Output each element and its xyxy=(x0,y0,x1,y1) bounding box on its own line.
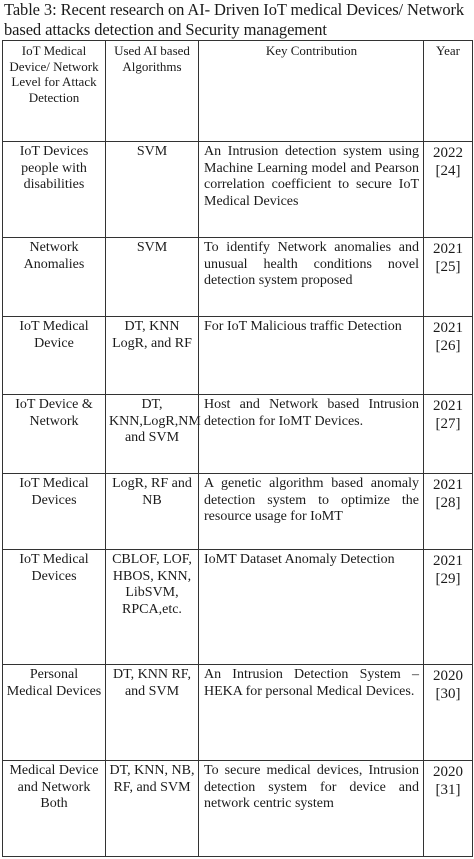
table-row xyxy=(3,238,473,317)
cell-level: IoT Devices people with disabilities xyxy=(3,142,106,238)
cell-algorithms: SVM xyxy=(106,142,199,238)
cell-year: 2020 [31] xyxy=(424,761,473,857)
header-year: Year xyxy=(424,41,473,142)
cell-year: 2021 [25] xyxy=(424,238,473,317)
cell-contribution: Host and Network based Intrusion detection for IoMT Devices. xyxy=(199,395,424,474)
cell-algorithms: DT, KNN LogR, and RF xyxy=(106,317,199,395)
table-caption: Table 3: Recent research on AI- Driven IoT medical Devices/ Network based attacks detection and Security management xyxy=(4,0,465,39)
cell-algorithms: LogR, RF and NB xyxy=(106,474,199,550)
cell-algorithms: DT, KNN,LogR,NM and SVM xyxy=(106,395,199,474)
header-row xyxy=(3,41,473,142)
cell-level: Network Anomalies xyxy=(3,238,106,317)
cell-algorithms: DT, KNN RF, and SVM xyxy=(106,665,199,761)
cell-contribution: For IoT Malicious traffic Detection xyxy=(199,317,424,395)
table-row xyxy=(3,395,473,474)
cell-algorithms: SVM xyxy=(106,238,199,317)
cell-year: 2021 [26] xyxy=(424,317,473,395)
cell-year: 2021 [29] xyxy=(424,550,473,665)
cell-contribution: An Intrusion detection system using Machine Learning model and Pearson correlation coefficient to secure IoT Medical Devices xyxy=(199,142,424,238)
cell-contribution: A genetic algorithm based anomaly detection system to optimize the resource usage for IoMT xyxy=(199,474,424,550)
cell-level: IoT Device & Network xyxy=(3,395,106,474)
table-row xyxy=(3,317,473,395)
table-row xyxy=(3,550,473,665)
cell-contribution: To secure medical devices, Intrusion detection system for device and network centric system xyxy=(199,761,424,857)
cell-year: 2020 [30] xyxy=(424,665,473,761)
cell-algorithms: CBLOF, LOF, HBOS, KNN, LibSVM, RPCA,etc. xyxy=(106,550,199,665)
cell-level: IoT Medical Devices xyxy=(3,550,106,665)
table-row xyxy=(3,142,473,238)
cell-level: IoT Medical Device xyxy=(3,317,106,395)
header-contribution: Key Contribution xyxy=(199,41,424,142)
research-table xyxy=(2,40,473,857)
cell-year: 2021 [28] xyxy=(424,474,473,550)
table-row xyxy=(3,761,473,857)
table-row xyxy=(3,665,473,761)
cell-contribution: An Intrusion Detection System –HEKA for personal Medical Devices. xyxy=(199,665,424,761)
table-row xyxy=(3,474,473,550)
header-level: IoT Medical Device/ Network Level for Attack Detection xyxy=(3,41,106,142)
cell-algorithms: DT, KNN, NB, RF, and SVM xyxy=(106,761,199,857)
cell-level: Personal Medical Devices xyxy=(3,665,106,761)
cell-level: IoT Medical Devices xyxy=(3,474,106,550)
cell-level: Medical Device and Network Both xyxy=(3,761,106,857)
cell-year: 2021 [27] xyxy=(424,395,473,474)
cell-year: 2022 [24] xyxy=(424,142,473,238)
cell-contribution: To identify Network anomalies and unusual health conditions novel detection system proposed xyxy=(199,238,424,317)
cell-contribution: IoMT Dataset Anomaly Detection xyxy=(199,550,424,665)
header-algorithms: Used AI based Algorithms xyxy=(106,41,199,142)
